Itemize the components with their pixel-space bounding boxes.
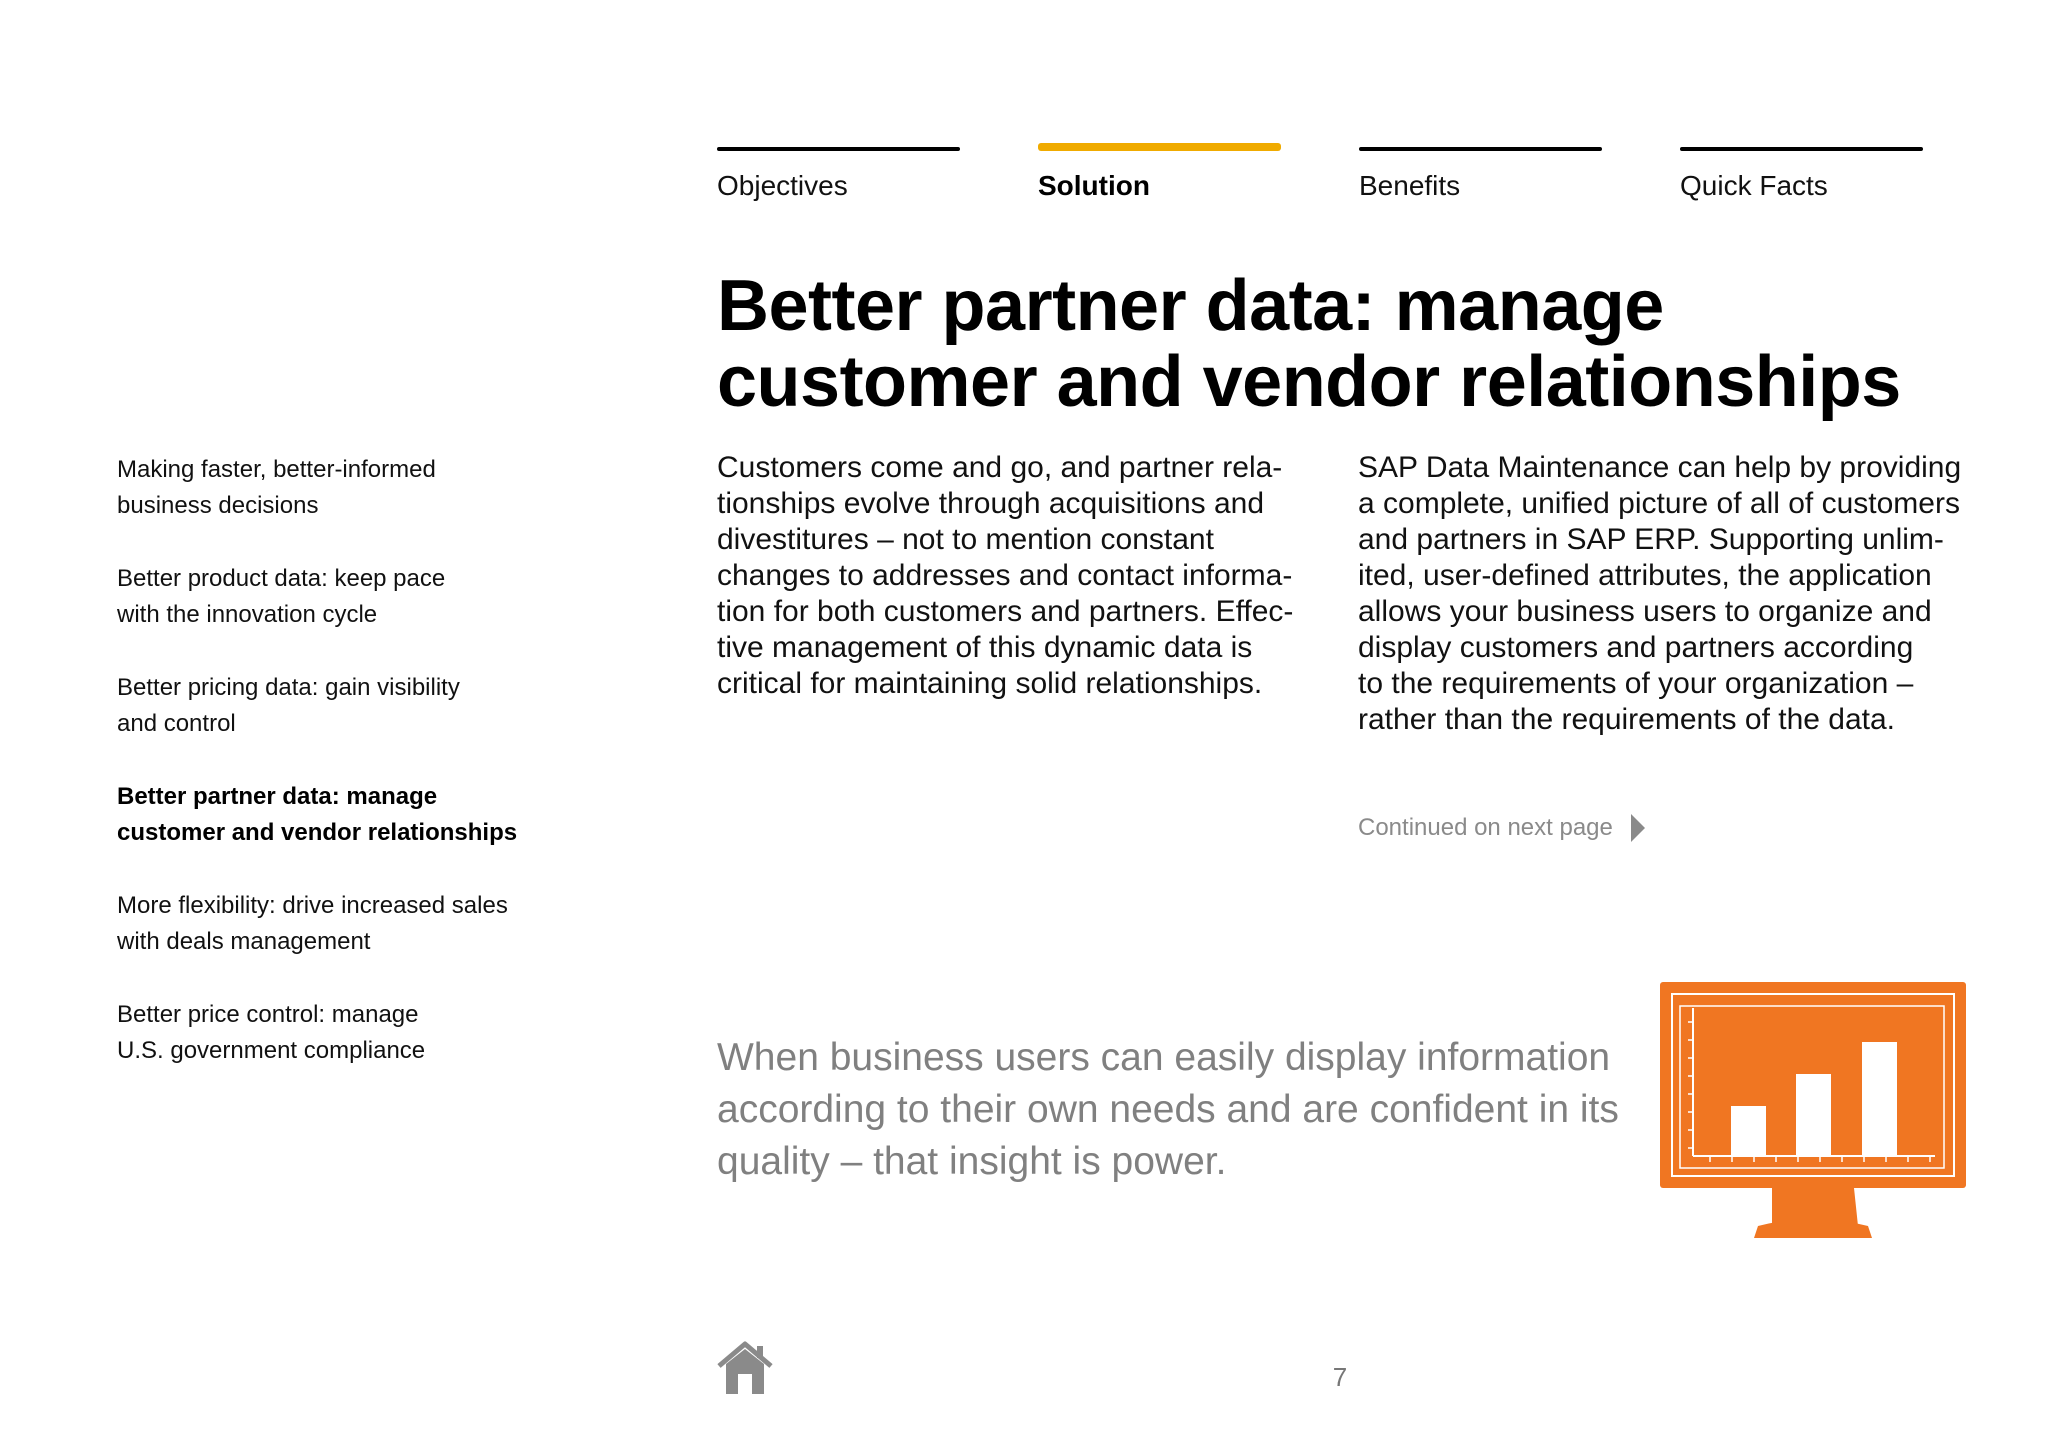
tab-label: Objectives: [717, 170, 848, 201]
sidebar-item-label: Better product data: keep pace: [117, 565, 446, 592]
tab-label: Quick Facts: [1680, 170, 1828, 201]
body-line: allows your business users to organize and: [1358, 595, 1932, 628]
sidebar-item-label: with the innovation cycle: [117, 601, 378, 628]
body-line: SAP Data Maintenance can help by providing: [1358, 451, 1962, 484]
tab-label: Solution: [1038, 170, 1150, 201]
sidebar-item-pricing-data[interactable]: [117, 670, 577, 742]
page-title: [717, 268, 2017, 420]
sidebar-item-price-control[interactable]: [117, 997, 577, 1069]
continued-label: Continued on next page: [1358, 814, 1613, 841]
body-line: divestitures – not to mention constant: [717, 523, 1214, 556]
continued-next-page-link[interactable]: [1358, 814, 1645, 842]
tab-indicator: [717, 147, 960, 151]
body-line: display customers and partners according: [1358, 631, 1914, 664]
tab-solution[interactable]: [1038, 147, 1281, 203]
sidebar-item-label: Better partner data: manage: [117, 783, 438, 810]
pull-quote: [717, 1032, 1617, 1188]
body-paragraph-right: [1358, 450, 1978, 738]
body-line: tive management of this dynamic data is: [717, 631, 1253, 664]
body-line: and partners in SAP ERP. Supporting unlim-: [1358, 523, 1944, 556]
page-number: 7: [1332, 1362, 1348, 1392]
sidebar-nav: [117, 452, 577, 1106]
body-line: critical for maintaining solid relationships.: [717, 667, 1263, 700]
page-title-line: customer and vendor relationships: [717, 342, 1901, 422]
quote-line: quality – that insight is power.: [717, 1140, 1227, 1183]
tab-objectives[interactable]: [717, 147, 960, 203]
sidebar-item-faster-decisions[interactable]: [117, 452, 577, 524]
section-tabs: [717, 147, 1923, 207]
tab-label: Benefits: [1359, 170, 1461, 201]
tab-quick-facts[interactable]: [1680, 147, 1923, 203]
body-line: a complete, unified picture of all of customers: [1358, 487, 1960, 520]
quote-line: according to their own needs and are confident in its: [717, 1088, 1619, 1131]
sidebar-item-flexibility[interactable]: [117, 888, 577, 960]
body-line: tion for both customers and partners. Effec-: [717, 595, 1294, 628]
sidebar-item-label: Better price control: manage: [117, 1001, 419, 1028]
sidebar-item-label: More flexibility: drive increased sales: [117, 892, 508, 919]
sidebar-item-label: Making faster, better-informed: [117, 456, 436, 483]
body-line: tionships evolve through acquisitions and: [717, 487, 1265, 520]
sidebar-item-label: customer and vendor relationships: [117, 819, 518, 846]
sidebar-item-label: with deals management: [117, 928, 371, 955]
sidebar-item-product-data[interactable]: [117, 561, 577, 633]
tab-indicator: [1359, 147, 1602, 151]
body-line: rather than the requirements of the data.: [1358, 703, 1895, 736]
monitor-bar-chart-icon: [1660, 982, 1966, 1242]
body-line: changes to addresses and contact informa-: [717, 559, 1293, 592]
tab-indicator-active: [1038, 143, 1281, 151]
page-title-line: Better partner data: manage: [717, 266, 1664, 346]
sidebar-item-label: business decisions: [117, 492, 319, 519]
sidebar-item-partner-data[interactable]: [117, 779, 577, 851]
body-line: Customers come and go, and partner rela-: [717, 451, 1283, 484]
tab-indicator: [1680, 147, 1923, 151]
quote-line: When business users can easily display information: [717, 1036, 1611, 1079]
body-line: to the requirements of your organization –: [1358, 667, 1914, 700]
body-paragraph-left: [717, 450, 1317, 702]
home-button[interactable]: [715, 1340, 775, 1396]
sidebar-item-label: Better pricing data: gain visibility: [117, 674, 460, 701]
home-icon: [715, 1340, 775, 1396]
body-line: ited, user-defined attributes, the application: [1358, 559, 1932, 592]
sidebar-item-label: and control: [117, 710, 236, 737]
triangle-right-icon: [1631, 814, 1645, 842]
tab-benefits[interactable]: [1359, 147, 1602, 203]
sidebar-item-label: U.S. government compliance: [117, 1037, 426, 1064]
